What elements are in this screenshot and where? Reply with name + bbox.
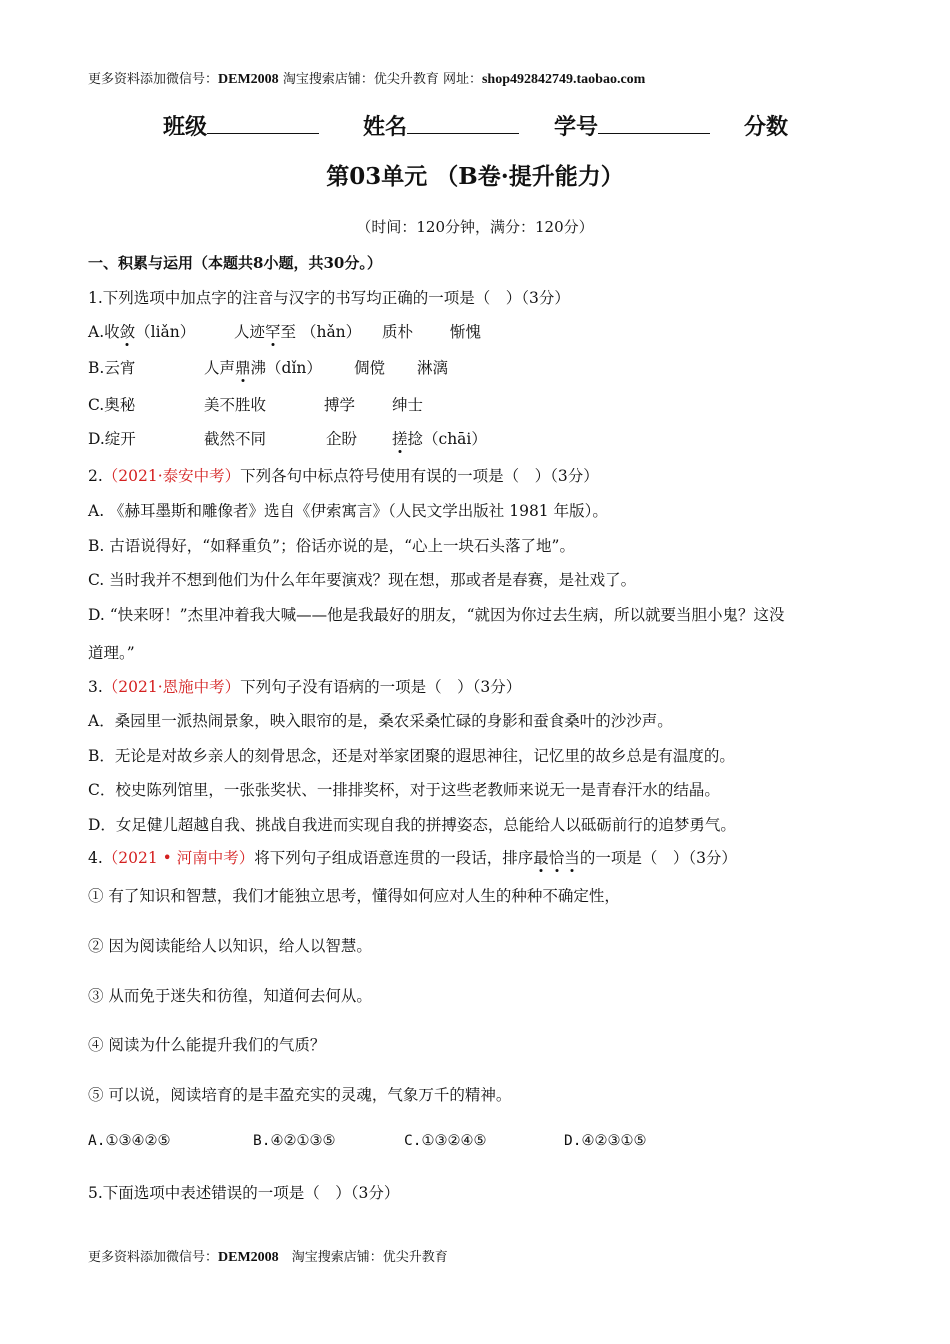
header-url: shop492842749.taobao.com <box>481 72 646 87</box>
q1-option-d: D.绽开 截然不同 企盼 搓捻（chāi） <box>88 430 487 448</box>
question-2-stem: 2.（2021·泰安中考）下列各句中标点符号使用有误的一项是（ ）（3分） <box>88 467 599 485</box>
q2-option-b: B. 古语说得好，“如释重负”；俗话亦说的是，“心上一块石头落了地”。 <box>88 537 575 555</box>
student-no-blank <box>598 111 710 134</box>
q3-option-b: B．无论是对故乡亲人的刻骨思念，还是对举家团聚的遐思神往，记忆里的故乡总是有温度的。 <box>88 747 735 765</box>
q2-option-d: D. “快来呀！”杰里冲着我大喊——他是我最好的朋友，“就因为你过去生病，所以就要当胆小鬼？这没 <box>88 606 785 624</box>
q2-option-a: A. 《赫耳墨斯和雕像者》选自《伊索寓言》（人民文学出版社 1981 年版）。 <box>88 502 608 520</box>
question-source: （2021·泰安中考） <box>102 467 241 485</box>
name-label: 姓名 <box>363 114 408 140</box>
question-4-stem: 4.（2021 • 河南中考）将下列句子组成语意连贯的一段话，排序最恰当的一项是（ ）（3分） <box>88 849 737 867</box>
page-title: 第03单元 （B卷·提升能力） <box>326 163 624 190</box>
dotted-char: 鼎 <box>235 359 251 377</box>
q1-option-b: B.云宵 人声鼎沸（dǐn） 倜傥 淋漓 <box>88 359 449 377</box>
q4-option-b: B.④②①③⑤ <box>253 1133 336 1149</box>
q4-option-c: C.①③②④⑤ <box>404 1133 487 1149</box>
q4-sentence-5: ⑤ 可以说，阅读培育的是丰盈充实的灵魂，气象万千的精神。 <box>88 1086 512 1104</box>
name-blank <box>407 111 519 134</box>
score-label: 分数 <box>744 114 789 140</box>
dotted-char <box>533 849 580 867</box>
dotted-char: 当 <box>564 849 580 867</box>
student-no-label: 学号 <box>554 114 599 140</box>
section-heading: 一、积累与运用（本题共8小题，共30分。） <box>88 254 382 272</box>
q3-option-d: D．女足健儿超越自我、挑战自我进而实现自我的拼搏姿态，总能给人以砥砺前行的追梦勇气。 <box>88 816 736 834</box>
student-no-field <box>554 110 710 141</box>
dotted-char: 恰 <box>548 849 565 867</box>
question-source: （2021·恩施中考） <box>102 678 241 696</box>
q4-sentence-4: ④ 阅读为什么能提升我们的气质？ <box>88 1036 326 1054</box>
q4-sentence-2: ② 因为阅读能给人以知识，给人以智慧。 <box>88 937 372 955</box>
q4-sentence-1: ① 有了知识和智慧，我们才能独立思考，懂得如何应对人生的种种不确定性， <box>88 887 620 905</box>
footer-wechat: DEM2008 <box>218 1250 279 1265</box>
dotted-char: 罕 <box>265 323 281 341</box>
q4-option-a: A.①③④②⑤ <box>88 1133 171 1149</box>
q1-option-a: A.收敛（liǎn） 人迹罕至 （hǎn） 质朴 惭愧 <box>88 323 482 341</box>
question-5-stem: 5.下面选项中表述错误的一项是（ ）（3分） <box>88 1184 400 1202</box>
page-header <box>88 68 645 88</box>
class-blank <box>207 111 319 134</box>
header-wechat: DEM2008 <box>218 72 279 87</box>
header-shop: 淘宝搜索店铺：优尖升教育 网址： <box>282 72 482 87</box>
question-3-stem: 3.（2021·恩施中考）下列句子没有语病的一项是（ ）（3分） <box>88 678 522 696</box>
header-text: 更多资料添加微信号： <box>88 72 219 87</box>
class-field <box>163 110 319 141</box>
page-footer: 更多资料添加微信号：DEM2008 淘宝搜索店铺：优尖升教育 <box>88 1250 448 1265</box>
dotted-char: 敛 <box>119 323 136 341</box>
q3-option-c: C．校史陈列馆里，一张张奖状、一排排奖杯，对于这些老教师来说无一是青春汗水的结晶。 <box>88 781 720 799</box>
q1-option-c: C.奥秘 美不胜收 搏学 绅士 <box>88 396 424 414</box>
dotted-char: 搓 <box>392 430 408 448</box>
exam-time-note: （时间：120分钟，满分：120分） <box>356 218 594 236</box>
question-source: （2021 • 河南中考） <box>102 849 255 867</box>
q2-option-d-cont: 道理。” <box>88 644 135 662</box>
name-field <box>363 110 519 141</box>
class-label: 班级 <box>163 114 208 140</box>
question-1-stem: 1.下列选项中加点字的注音与汉字的书写均正确的一项是（ ）（3分） <box>88 289 570 307</box>
q4-options <box>88 1133 888 1155</box>
q4-option-d: D.④②③①⑤ <box>564 1133 647 1149</box>
dotted-char: 最 <box>533 849 549 867</box>
q2-option-c: C. 当时我并不想到他们为什么年年要演戏？现在想，那或者是春赛，是社戏了。 <box>88 571 637 589</box>
q3-option-a: A．桑园里一派热闹景象，映入眼帘的是，桑农采桑忙碌的身影和蚕食桑叶的沙沙声。 <box>88 712 673 730</box>
score-field <box>744 110 788 141</box>
q4-sentence-3: ③ 从而免于迷失和彷徨，知道何去何从。 <box>88 987 372 1005</box>
